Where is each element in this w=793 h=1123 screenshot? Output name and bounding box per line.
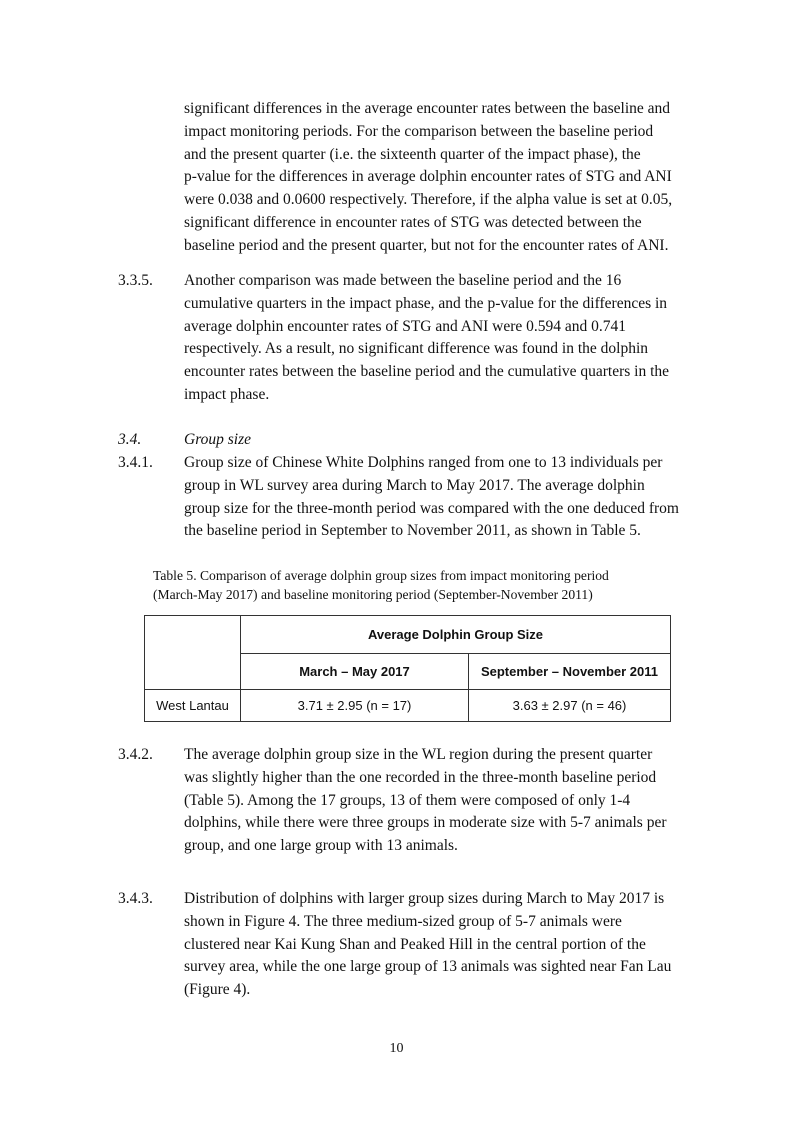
text-line: baseline period and the present quarter, but not for the encounter rates of ANI. bbox=[184, 236, 669, 254]
text-line: shown in Figure 4. The three medium-sized group of 5-7 animals were bbox=[184, 912, 622, 930]
text-line: average dolphin encounter rates of STG and ANI were 0.594 and 0.741 bbox=[184, 317, 627, 335]
text-line: Another comparison was made between the baseline period and the 16 bbox=[184, 272, 622, 289]
text-line: Group size of Chinese White Dolphins ranged from one to 13 individuals per bbox=[184, 454, 663, 471]
paragraph-3-3-5 bbox=[184, 270, 704, 407]
paragraph-3-4-3 bbox=[184, 888, 704, 1002]
text-line: group in WL survey area during March to May 2017. The average dolphin bbox=[184, 476, 645, 494]
text-line: impact phase. bbox=[184, 385, 270, 403]
text-line: respectively. As a result, no significant difference was found in the dolphin bbox=[184, 340, 649, 358]
paragraph-continuation bbox=[184, 98, 704, 258]
paragraph-number: 3.4.2. bbox=[118, 746, 153, 763]
text-line: group size for the three-month period was compared with the one deduced from bbox=[184, 499, 679, 517]
text-line: the baseline period in September to November 2011, as shown in Table 5. bbox=[184, 522, 641, 540]
caption-line: Table 5. Comparison of average dolphin group sizes from impact monitoring period bbox=[153, 568, 609, 583]
text-line: p-value for the differences in average dolphin encounter rates of STG and ANI bbox=[184, 168, 672, 186]
text-line: cumulative quarters in the impact phase, and the p-value for the differences in bbox=[184, 294, 668, 312]
table-header-row bbox=[145, 616, 671, 654]
text-line: encounter rates between the baseline period and the cumulative quarters in the bbox=[184, 363, 670, 381]
text-line: significant differences in the average encounter rates between the baseline and bbox=[184, 100, 671, 117]
column-header-baseline: September – November 2011 bbox=[469, 654, 671, 690]
baseline-value-cell: 3.63 ± 2.97 (n = 46) bbox=[469, 690, 671, 722]
column-header-impact: March – May 2017 bbox=[241, 654, 469, 690]
text-line: significant difference in encounter rates of STG was detected between the bbox=[184, 213, 642, 231]
text-line: dolphins, while there were three groups in moderate size with 5-7 animals per bbox=[184, 814, 667, 832]
paragraph-3-4-2 bbox=[184, 744, 704, 858]
paragraph-3-4-1 bbox=[184, 452, 704, 543]
paragraph-number: 3.4.3. bbox=[118, 890, 153, 907]
text-line: (Table 5). Among the 17 groups, 13 of them were composed of only 1-4 bbox=[184, 791, 631, 809]
group-header-cell: Average Dolphin Group Size bbox=[241, 616, 671, 654]
text-line: The average dolphin group size in the WL region during the present quarter bbox=[184, 746, 653, 763]
text-line: were 0.038 and 0.0600 respectively. Therefore, if the alpha value is set at 0.05, bbox=[184, 191, 673, 209]
section-title: Group size bbox=[184, 431, 252, 448]
empty-corner-cell bbox=[145, 616, 241, 690]
text-line: (Figure 4). bbox=[184, 981, 251, 999]
table-caption bbox=[153, 566, 609, 604]
impact-value-cell: 3.71 ± 2.95 (n = 17) bbox=[241, 690, 469, 722]
row-label-cell: West Lantau bbox=[145, 690, 241, 722]
text-line: and the present quarter (i.e. the sixteenth quarter of the impact phase), the bbox=[184, 145, 641, 163]
text-line: impact monitoring periods. For the comparison between the baseline period bbox=[184, 122, 654, 140]
paragraph-number: 3.3.5. bbox=[118, 272, 153, 289]
text-line: was slightly higher than the one recorded in the three-month baseline period bbox=[184, 768, 657, 786]
page-number: 10 bbox=[389, 1041, 404, 1056]
caption-line: (March-May 2017) and baseline monitoring period (September-November 2011) bbox=[153, 587, 593, 602]
text-line: survey area, while the one large group of 13 animals was sighted near Fan Lau bbox=[184, 958, 672, 976]
group-size-table bbox=[144, 615, 671, 722]
table-row bbox=[145, 690, 671, 722]
section-number: 3.4. bbox=[118, 431, 142, 448]
text-line: group, and one large group with 13 animals. bbox=[184, 837, 458, 855]
text-line: clustered near Kai Kung Shan and Peaked Hill in the central portion of the bbox=[184, 935, 646, 953]
text-line: Distribution of dolphins with larger group sizes during March to May 2017 is bbox=[184, 890, 665, 907]
paragraph-number: 3.4.1. bbox=[118, 454, 153, 471]
